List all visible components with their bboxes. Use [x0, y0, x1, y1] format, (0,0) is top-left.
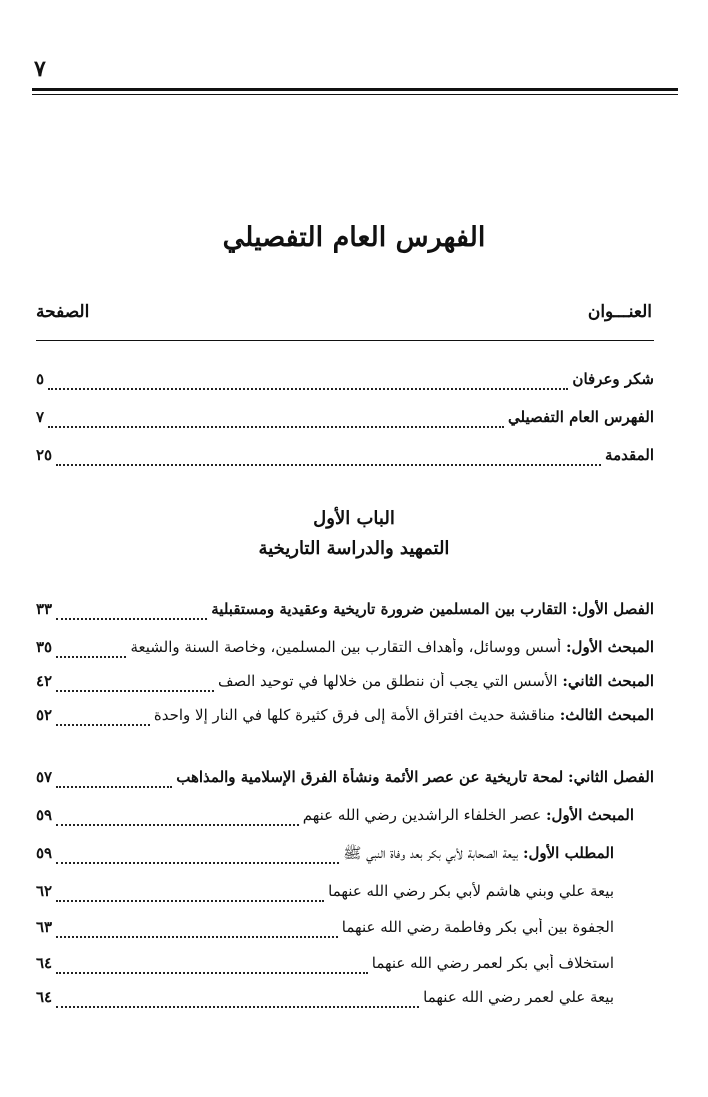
toc-matlab-1[interactable] — [36, 844, 614, 872]
header-rule-thin — [32, 94, 678, 95]
toc-chapter-2[interactable] — [36, 768, 654, 796]
section-text: مناقشة حديث افتراق الأمة إلى فرق كثيرة كلها في النار إلا واحدة — [153, 706, 555, 724]
chapter-label: الفصل الأول: — [571, 600, 654, 618]
leader-dots — [56, 618, 207, 620]
toc-item[interactable] — [36, 882, 614, 910]
matlab-label: المطلب الأول: — [522, 844, 614, 862]
section-label: المبحث الثاني: — [562, 672, 654, 690]
toc-entry-page: ٥ — [36, 370, 45, 388]
leader-dots — [56, 824, 299, 826]
toc-entry-page: ٢٥ — [36, 446, 53, 464]
section-label: المبحث الأول: — [566, 638, 654, 656]
leader-dots — [56, 936, 338, 938]
leader-dots — [56, 862, 339, 864]
part-subtitle: التمهيد والدراسة التاريخية — [258, 538, 450, 559]
toc-item[interactable] — [36, 988, 614, 1016]
chapter-text: لمحة تاريخية عن عصر الأئمة ونشأة الفرق الإسلامية والمذاهب — [176, 768, 564, 786]
leader-dots — [56, 900, 324, 902]
toc-entry-introduction[interactable] — [36, 446, 654, 474]
leader-dots — [56, 656, 126, 658]
leader-dots — [48, 388, 568, 390]
toc-entry-page: ٥٧ — [36, 768, 53, 786]
matlab-text: بيعة الصحابة لأبي بكر بعد وفاة النبي ﷺ — [343, 844, 519, 862]
leader-dots — [48, 426, 504, 428]
toc-item-text: بيعة علي لعمر رضي الله عنهما — [423, 988, 614, 1006]
toc-item[interactable] — [36, 954, 614, 982]
section-label: المبحث الأول: — [546, 806, 634, 824]
toc-entry-page: ٧ — [36, 408, 45, 426]
toc-section-2-1[interactable] — [36, 806, 634, 834]
leader-dots — [56, 972, 368, 974]
section-text: عصر الخلفاء الراشدين رضي الله عنهم — [302, 806, 542, 824]
toc-entry-page: ٣٥ — [36, 638, 53, 656]
part-label: الباب الأول — [313, 508, 395, 529]
chapter-label: الفصل الثاني: — [568, 768, 654, 786]
toc-entry-page: ٦٤ — [36, 954, 53, 972]
toc-entry-acknowledgements[interactable] — [36, 370, 654, 398]
column-header-rule — [36, 340, 654, 341]
toc-entry-page: ٥٩ — [36, 806, 53, 824]
toc-entry-page: ٥٩ — [36, 844, 53, 862]
toc-entry-page: ٤٢ — [36, 672, 53, 690]
leader-dots — [56, 464, 601, 466]
toc-entry-text: شكر وعرفان — [572, 370, 654, 388]
title-column-header: العنـــوان — [587, 302, 652, 322]
section-label: المبحث الثالث: — [559, 706, 654, 724]
toc-entry-page: ٦٣ — [36, 918, 53, 936]
toc-item-text: استخلاف أبي بكر لعمر رضي الله عنهما — [371, 954, 614, 972]
leader-dots — [56, 690, 214, 692]
toc-entry-page: ٦٢ — [36, 882, 53, 900]
toc-item-text: الجفوة بين أبي بكر وفاطمة رضي الله عنهما — [341, 918, 614, 936]
toc-item[interactable] — [36, 918, 614, 946]
toc-chapter-1[interactable] — [36, 600, 654, 628]
leader-dots — [56, 724, 150, 726]
chapter-text: التقارب بين المسلمين ضرورة تاريخية وعقيدية ومستقبلية — [211, 600, 567, 618]
toc-section-1-3[interactable] — [36, 706, 654, 734]
toc-section-1-1[interactable] — [36, 638, 654, 666]
toc-entry-text: المقدمة — [605, 446, 654, 464]
toc-entry-page: ٥٢ — [36, 706, 53, 724]
page-title: الفهرس العام التفصيلي — [222, 222, 486, 253]
toc-item-text: بيعة علي وبني هاشم لأبي بكر رضي الله عنهما — [328, 882, 614, 900]
toc-entry-page: ٦٤ — [36, 988, 53, 1006]
leader-dots — [56, 786, 172, 788]
toc-entry-page: ٣٣ — [36, 600, 53, 618]
toc-entry-detailed-index[interactable] — [36, 408, 654, 436]
section-text: الأسس التي يجب أن ننطلق من خلالها في توحيد الصف — [217, 672, 558, 690]
leader-dots — [56, 1006, 419, 1008]
toc-entry-text: الفهرس العام التفصيلي — [508, 408, 654, 426]
toc-section-1-2[interactable] — [36, 672, 654, 700]
section-text: أسس ووسائل، وأهداف التقارب بين المسلمين، وخاصة السنة والشيعة — [130, 638, 562, 656]
page-number: ٧ — [34, 56, 46, 82]
page-column-header: الصفحة — [36, 302, 90, 322]
header-rule-thick — [32, 88, 678, 91]
